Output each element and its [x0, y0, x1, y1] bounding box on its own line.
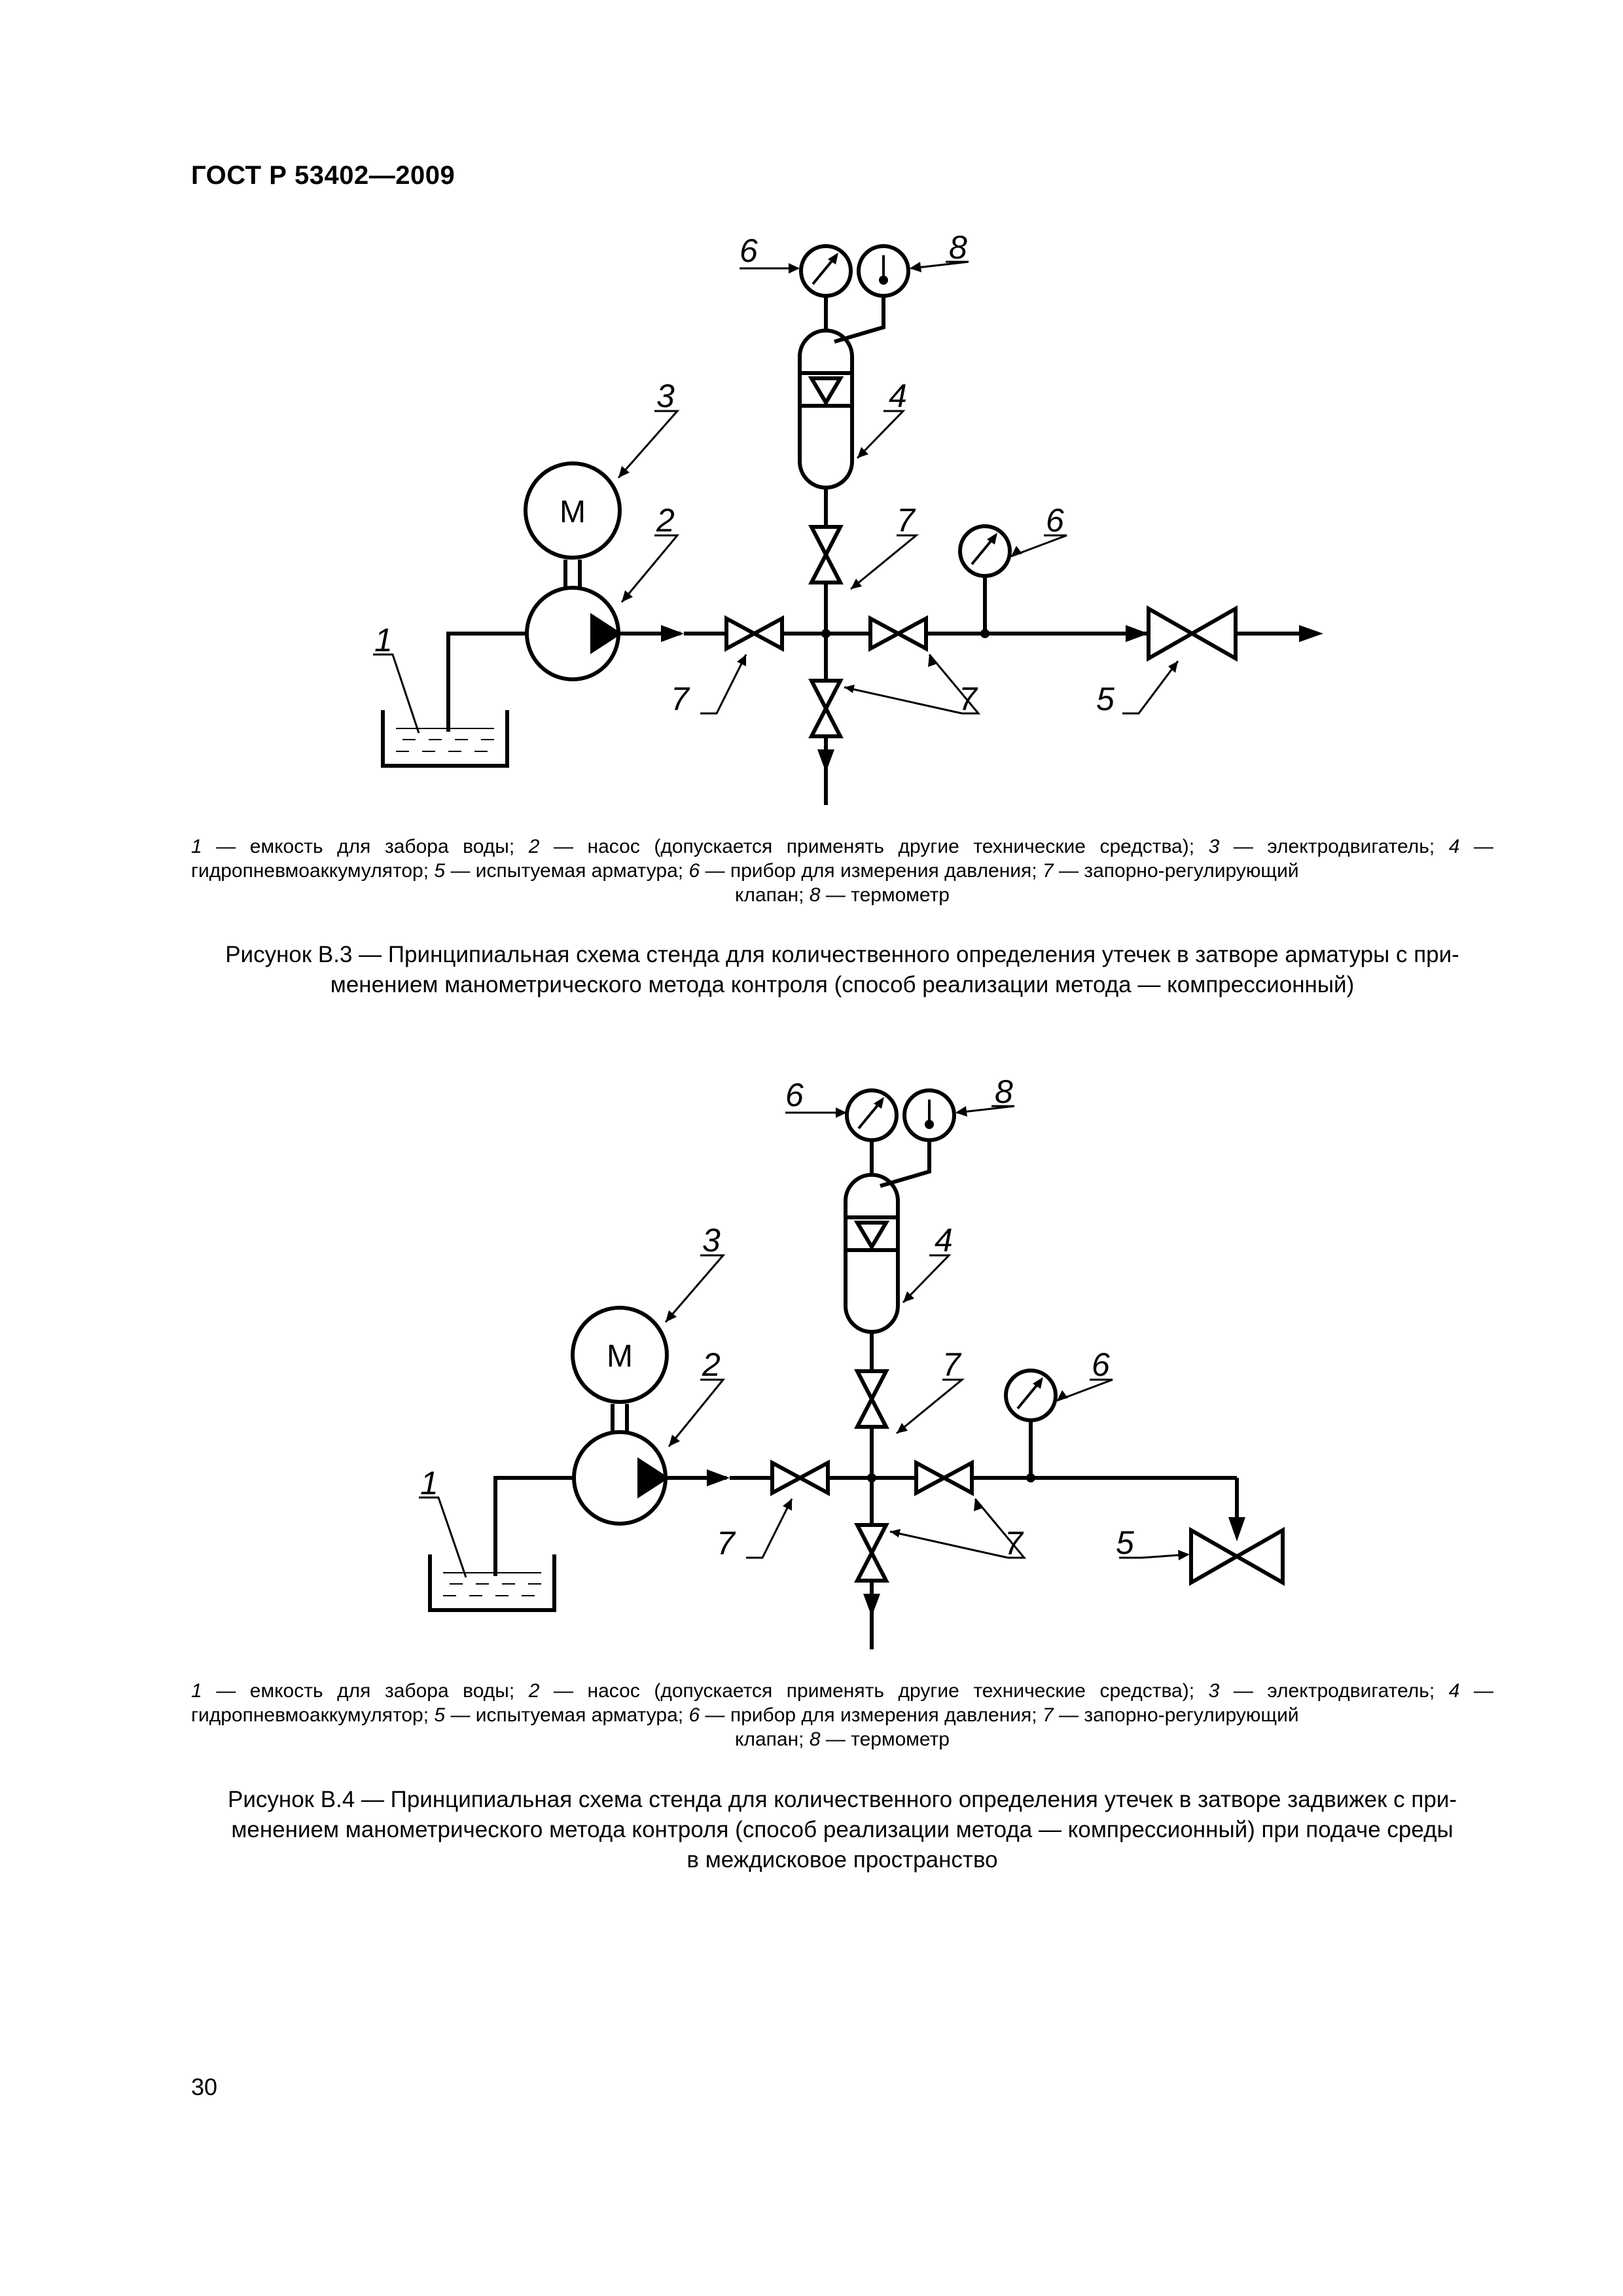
pressure-gauge-top [847, 1090, 897, 1140]
label-7-right: 7 [959, 681, 977, 717]
label-7-left: 7 [717, 1525, 735, 1562]
pump [527, 588, 618, 679]
valve-left [772, 1463, 828, 1493]
label-4: 4 [935, 1222, 953, 1259]
label-8: 8 [949, 229, 967, 266]
water-tank [383, 710, 507, 766]
label-5: 5 [1116, 1524, 1134, 1561]
label-2: 2 [702, 1346, 721, 1383]
valve-lower [857, 1525, 886, 1581]
label-7-upper: 7 [897, 502, 915, 539]
label-6-top: 6 [785, 1077, 804, 1113]
pump [574, 1432, 666, 1524]
hydro-accumulator [800, 331, 852, 488]
valve-right [916, 1463, 972, 1493]
figure-b3-caption: Рисунок В.3 — Принципиальная схема стенда для количественного определения утечек в затворе арматуры с при- менением манометрического метода контроля (способ реализации метода — компрессионный) [225, 942, 1459, 997]
pressure-gauge-top [801, 246, 851, 296]
tested-valve [1149, 609, 1236, 658]
label-7-right: 7 [1005, 1525, 1023, 1562]
label-6-line: 6 [1046, 502, 1064, 539]
label-7-left: 7 [671, 681, 689, 717]
valve-left [726, 619, 782, 649]
label-1: 1 [420, 1465, 438, 1501]
label-5: 5 [1096, 681, 1115, 717]
figure-b4-legend: 1 — емкость для забора воды; 2 — насос (допускается применять другие технические средства); 3 — электродвигатель; 4 — гидропневмоаккумулятор; 5 — испытуемая арматура; 6 — прибор для измерения давления; 7 — запорно-регулирующий клапан; 8 — термометр [191, 1680, 1494, 1750]
pressure-gauge-line [1006, 1371, 1056, 1420]
page-number: 30 [191, 2073, 218, 2100]
motor-letter: М [560, 495, 586, 529]
water-tank [430, 1554, 554, 1610]
hydro-accumulator [846, 1175, 898, 1332]
pressure-gauge-line [960, 526, 1010, 576]
label-3: 3 [702, 1222, 721, 1259]
valve-upper [812, 527, 840, 583]
valve-lower [812, 681, 840, 736]
document-header: ГОСТ Р 53402—2009 [191, 161, 455, 190]
motor-letter: М [607, 1339, 633, 1374]
label-2: 2 [656, 502, 675, 539]
label-3: 3 [656, 378, 675, 414]
label-6-top: 6 [740, 232, 758, 269]
valve-upper [857, 1371, 886, 1427]
label-6-line: 6 [1092, 1346, 1110, 1383]
figure-b4-caption: Рисунок В.4 — Принципиальная схема стенда для количественного определения утечек в затворе задвижек с при- менением манометрического метода контроля (способ реализации метода — компрессионный) при подаче среды в междисковое пространство [227, 1787, 1457, 1873]
label-7-upper: 7 [942, 1346, 961, 1383]
label-8: 8 [995, 1073, 1013, 1110]
figure-b4-diagram [0, 1060, 1623, 1649]
figure-b4 [0, 1060, 1623, 1649]
label-4: 4 [889, 378, 907, 414]
figure-b3 [0, 223, 1623, 812]
figure-b3-diagram [0, 223, 1623, 812]
figure-b3-legend: 1 — емкость для забора воды; 2 — насос (допускается применять другие технические средства); 3 — электродвигатель; 4 — гидропневмоаккумулятор; 5 — испытуемая арматура; 6 — прибор для измерения давления; 7 — запорно-регулирующий клапан; 8 — термометр [191, 836, 1494, 906]
label-1: 1 [374, 622, 393, 658]
valve-right [870, 619, 926, 649]
